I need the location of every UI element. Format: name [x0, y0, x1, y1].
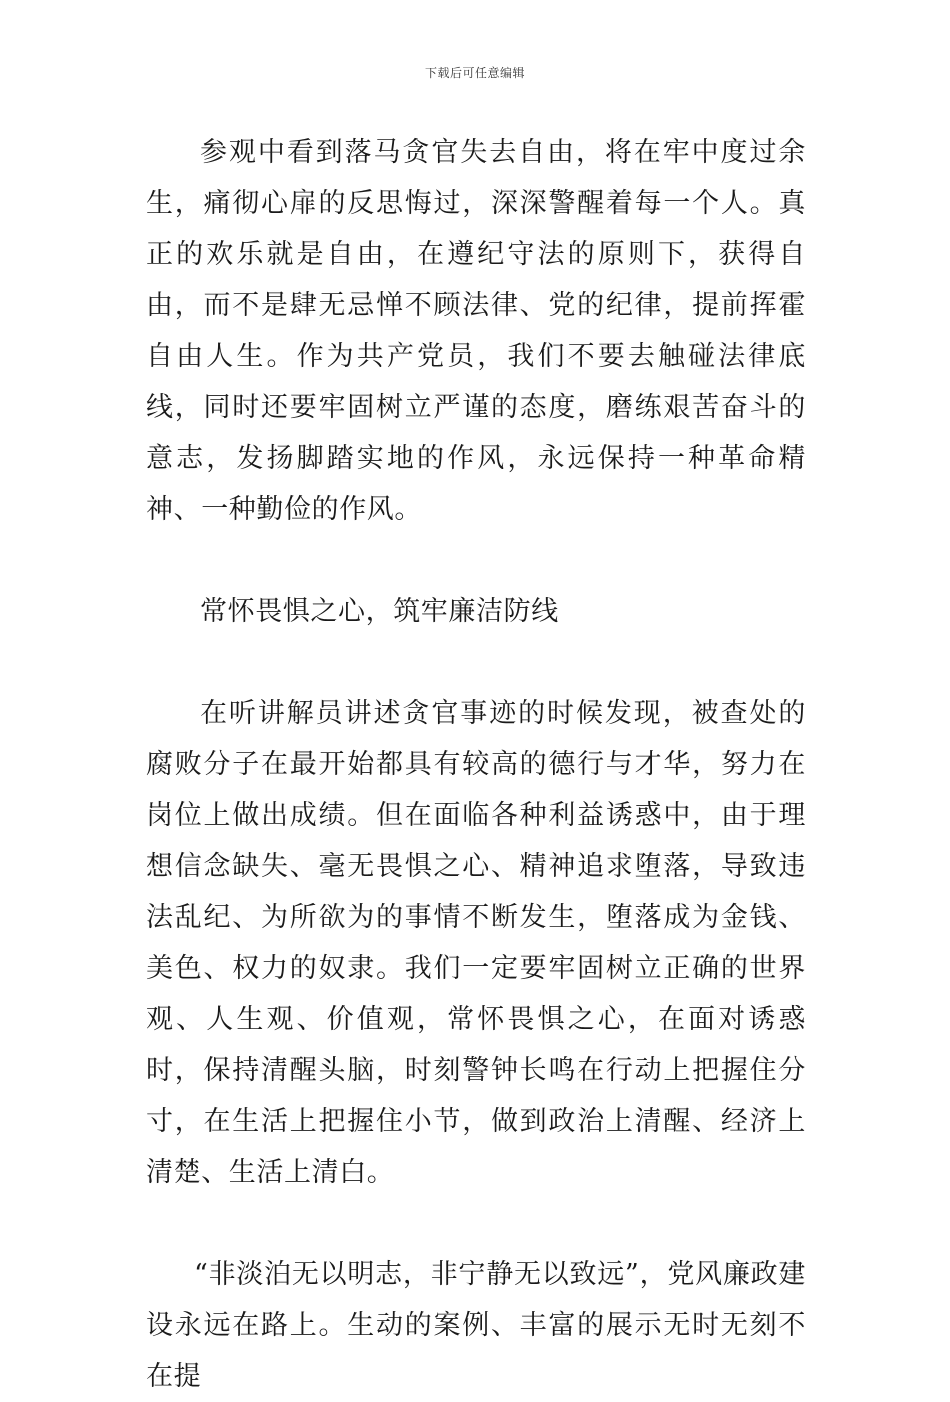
paragraph-gap — [146, 637, 806, 688]
paragraph-quote: “非淡泊无以明志，非宁静无以致远”，党风廉政建设永远在路上。生动的案例、丰富的展示无时无刻不在提 — [146, 1259, 806, 1392]
document-body — [146, 127, 806, 1402]
section-heading: 常怀畏惧之心，筑牢廉洁防线 — [200, 596, 559, 627]
paragraph-reflection: 参观中看到落马贪官失去自由，将在牢中度过余生，痛彻心扉的反思悔过，深深警醒着每一个人。真正的欢乐就是自由，在遵纪守法的原则下，获得自由，而不是肆无忌惮不顾法律、党的纪律，提前挥霍自由人生。作为共产党员，我们不要去触碰法律底线，同时还要牢固树立严谨的态度，磨练艰苦奋斗的意志，发扬脚踏实地的作风，永远保持一种革命精神、一种勤俭的作风。 — [146, 137, 806, 525]
paragraph-gap — [146, 1198, 806, 1249]
paragraph-gap — [146, 535, 806, 586]
paragraph-warning: 在听讲解员讲述贪官事迹的时候发现，被查处的腐败分子在最开始都具有较高的德行与才华，努力在岗位上做出成绩。但在面临各种利益诱惑中，由于理想信念缺失、毫无畏惧之心、精神追求堕落，导致违法乱纪、为所欲为的事情不断发生，堕落成为金钱、美色、权力的奴隶。我们一定要牢固树立正确的世界观、人生观、价值观，常怀畏惧之心，在面对诱惑时，保持清醒头脑，时刻警钟长鸣在行动上把握住分寸，在生活上把握住小节，做到政治上清醒、经济上清楚、生活上清白。 — [146, 698, 806, 1188]
header-note: 下载后可任意编辑 — [424, 66, 525, 80]
